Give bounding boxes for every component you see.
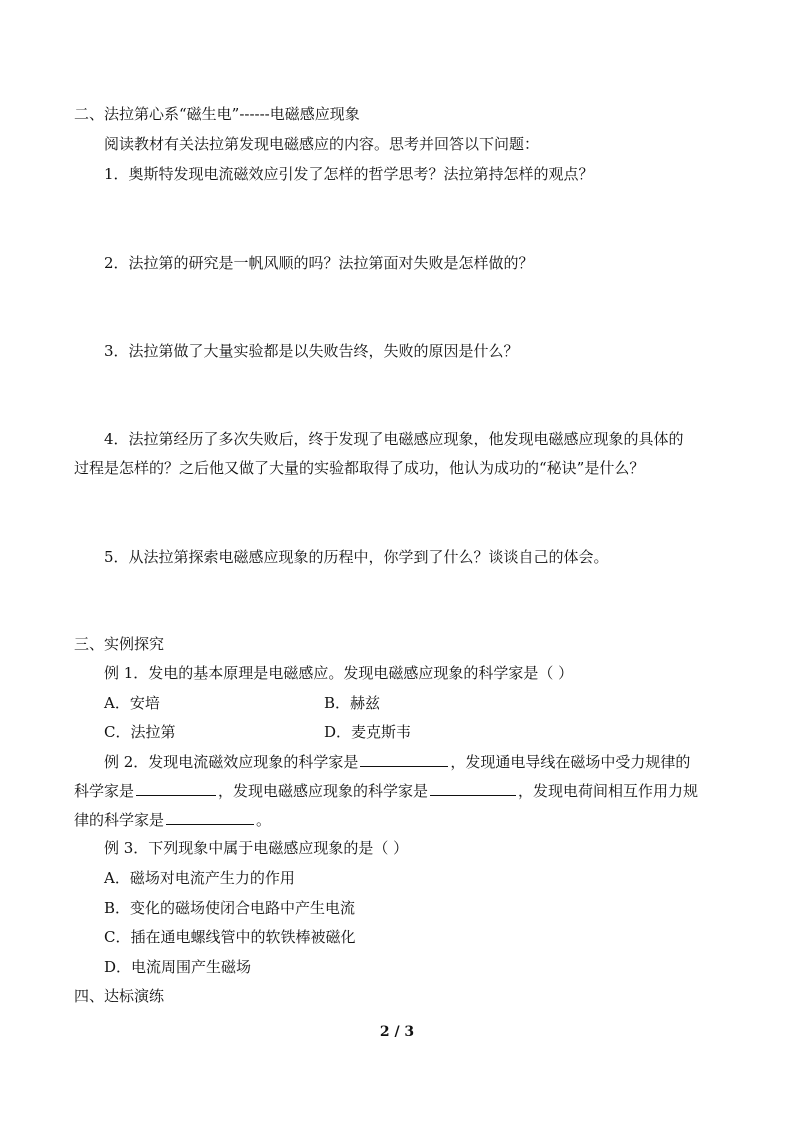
example-1-option-d: D．麦克斯韦 [324,723,412,741]
section3-heading: 三、实例探究 [74,635,165,653]
answer-blank[interactable] [136,780,216,796]
example-3-stem: 例 3．下列现象中属于电磁感应现象的是（ ） [104,839,409,857]
example-2-text: ，发现电磁感应现象的科学家是 [218,782,429,800]
answer-blank[interactable] [360,751,448,767]
example-3-option-a: A．磁场对电流产生力的作用 [104,869,295,887]
example-3-option-d: D．电流周围产生磁场 [104,958,252,976]
page-number: 2 / 3 [379,1024,415,1040]
question-3: 3．法拉第做了大量实验都是以失败告终，失败的原因是什么？ [104,342,519,360]
question-2: 2．法拉第的研究是一帆风顺的吗？法拉第面对失败是怎样做的？ [104,254,534,272]
section2-intro: 阅读教材有关法拉第发现电磁感应的内容。思考并回答以下问题： [104,135,540,153]
example-1-option-c: C．法拉第 [104,723,176,741]
example-2-text: ，发现电荷间相互作用力规 [518,782,699,800]
example-2-text: 。 [256,811,272,829]
example-3-option-b: B．变化的磁场使闭合电路中产生电流 [104,899,356,917]
example-2-text: ，发现通电导线在磁场中受力规律的 [450,753,691,771]
example-1-stem: 例 1．发电的基本原理是电磁感应。发现电磁感应现象的科学家是（ ） [104,664,574,682]
example-1-option-b: B．赫兹 [324,694,381,712]
section4-heading: 四、达标演练 [74,987,165,1005]
example-2-line1 [104,751,690,772]
question-4-line2: 过程是怎样的？之后他又做了大量的实验都取得了成功，他认为成功的“秘诀”是什么？ [74,459,645,477]
question-4-line1: 4．法拉第经历了多次失败后，终于发现了电磁感应现象，他发现电磁感应现象的具体的 [104,430,684,448]
answer-blank[interactable] [430,780,516,796]
example-1-option-a: A．安培 [104,694,160,712]
section2-heading: 二、法拉第心系“磁生电”------电磁感应现象 [74,105,360,123]
question-1: 1．奥斯特发现电流磁效应引发了怎样的哲学思考？法拉第持怎样的观点？ [104,165,594,183]
example-2-line3 [74,809,271,830]
example-3-option-c: C．插在通电螺线管中的软铁棒被磁化 [104,928,356,946]
example-2-text: 科学家是 [74,782,135,800]
example-2-text: 例 2．发现电流磁效应现象的科学家是 [104,753,359,771]
answer-blank[interactable] [166,809,254,825]
example-2-text: 律的科学家是 [74,811,165,829]
question-5: 5．从法拉第探索电磁感应现象的历程中，你学到了什么？谈谈自己的体会。 [104,548,609,566]
example-2-line2 [74,780,698,801]
